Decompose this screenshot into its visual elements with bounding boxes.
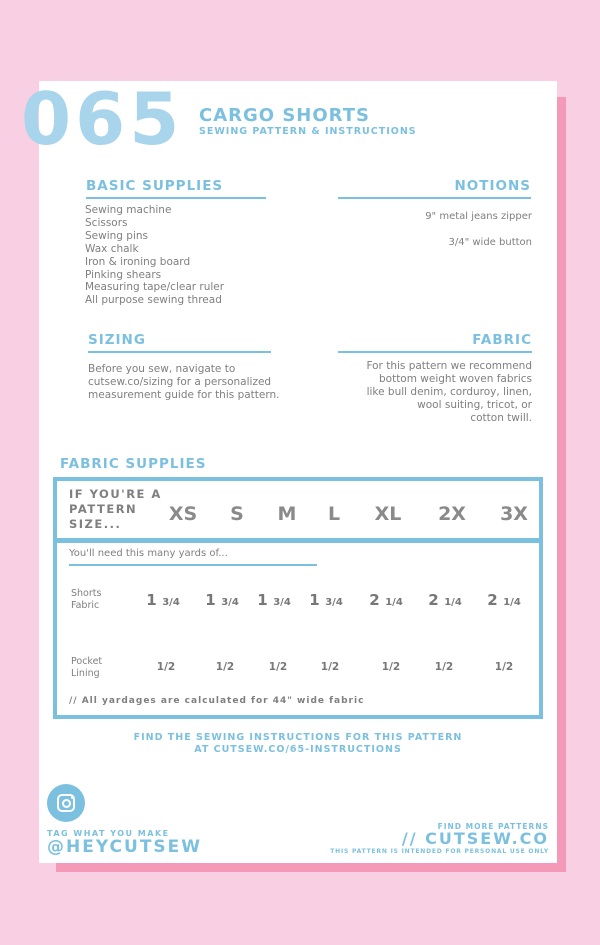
pocket-m: 1/2 (268, 661, 288, 673)
notion-button: 3/4" wide button (448, 237, 532, 248)
yardage-box (53, 539, 543, 719)
shorts-l: 1 3/4 (309, 591, 343, 609)
size-s: S (230, 503, 244, 525)
size-l: L (327, 503, 341, 525)
size-label: IF YOU'RE A PATTERN SIZE... (69, 487, 162, 531)
notions-rule (338, 197, 531, 199)
personal-use-notice: THIS PATTERN IS INTENDED FOR PERSONAL USE ONLY (330, 848, 549, 855)
shorts-xl: 2 1/4 (369, 591, 403, 609)
list-item: Iron & ironing board (85, 255, 191, 268)
need-label: You'll need this many yards of... (69, 548, 228, 559)
row-label-pocket: Pocket Lining (71, 656, 103, 679)
pattern-title: CARGO SHORTS (199, 105, 370, 126)
shorts-m: 1 3/4 (257, 591, 291, 609)
pocket-3x: 1/2 (494, 661, 514, 673)
list-item: Scissors (85, 216, 128, 229)
basic-supplies-rule (86, 197, 266, 199)
fabric-supplies-heading: FABRIC SUPPLIES (60, 456, 207, 472)
list-item: Sewing machine (85, 204, 172, 216)
pocket-s: 1/2 (215, 661, 235, 673)
pattern-number: 065 (21, 77, 184, 161)
sizing-rule (88, 351, 271, 353)
size-m: M (277, 503, 297, 525)
fabric-text: For this pattern we recommend bottom weight woven fabrics like bull denim, corduroy, linen, wool suiting, tricot, or cotton twill. (366, 360, 532, 424)
tag-text: TAG WHAT YOU MAKE (47, 829, 170, 838)
list-item: All purpose sewing thread (85, 294, 222, 307)
find-more-text: FIND MORE PATTERNS (437, 822, 549, 831)
list-item: Sewing pins (85, 229, 148, 242)
size-header-box (53, 477, 543, 542)
fabric-rule (338, 351, 532, 353)
shorts-s: 1 3/4 (205, 591, 239, 609)
pocket-xl: 1/2 (381, 661, 401, 673)
notion-zipper: 9" metal jeans zipper (425, 211, 532, 222)
basic-supplies-list (85, 204, 224, 307)
instructions-line-1: FIND THE SEWING INSTRUCTIONS FOR THIS PATTERN (133, 732, 463, 743)
sizing-text: Before you sew, navigate to cutsew.co/sizing for a personalized measurement guide for this pattern. (88, 363, 280, 401)
pocket-l: 1/2 (320, 661, 340, 673)
brand-link[interactable]: // CUTSEW.CO (401, 829, 549, 848)
list-item: Measuring tape/clear ruler (85, 281, 225, 294)
size-3x: 3X (500, 503, 528, 525)
size-xs: XS (168, 503, 198, 525)
instagram-handle[interactable]: @HEYCUTSEW (47, 837, 203, 857)
pocket-xs: 1/2 (156, 661, 176, 673)
shorts-2x: 2 1/4 (428, 591, 462, 609)
shorts-xs: 1 3/4 (146, 591, 180, 609)
pattern-card (21, 77, 557, 863)
pocket-2x: 1/2 (434, 661, 454, 673)
list-item: Wax chalk (85, 242, 139, 255)
notions-heading: NOTIONS (454, 178, 531, 194)
size-xl: XL (374, 503, 402, 525)
basic-supplies-heading: BASIC SUPPLIES (86, 178, 224, 194)
list-item: Pinking shears (85, 268, 162, 281)
sizing-heading: SIZING (88, 332, 146, 348)
instructions-line-2[interactable]: AT CUTSEW.CO/65-INSTRUCTIONS (194, 744, 402, 755)
yardage-footnote: // All yardages are calculated for 44" wide fabric (69, 696, 365, 706)
fabric-heading: FABRIC (472, 332, 532, 348)
pattern-subtitle: SEWING PATTERN & INSTRUCTIONS (199, 126, 417, 137)
need-rule (69, 564, 317, 566)
instagram-icon[interactable] (47, 784, 85, 822)
shorts-3x: 2 1/4 (487, 591, 521, 609)
size-2x: 2X (438, 503, 466, 525)
row-label-shorts: Shorts Fabric (71, 588, 102, 611)
